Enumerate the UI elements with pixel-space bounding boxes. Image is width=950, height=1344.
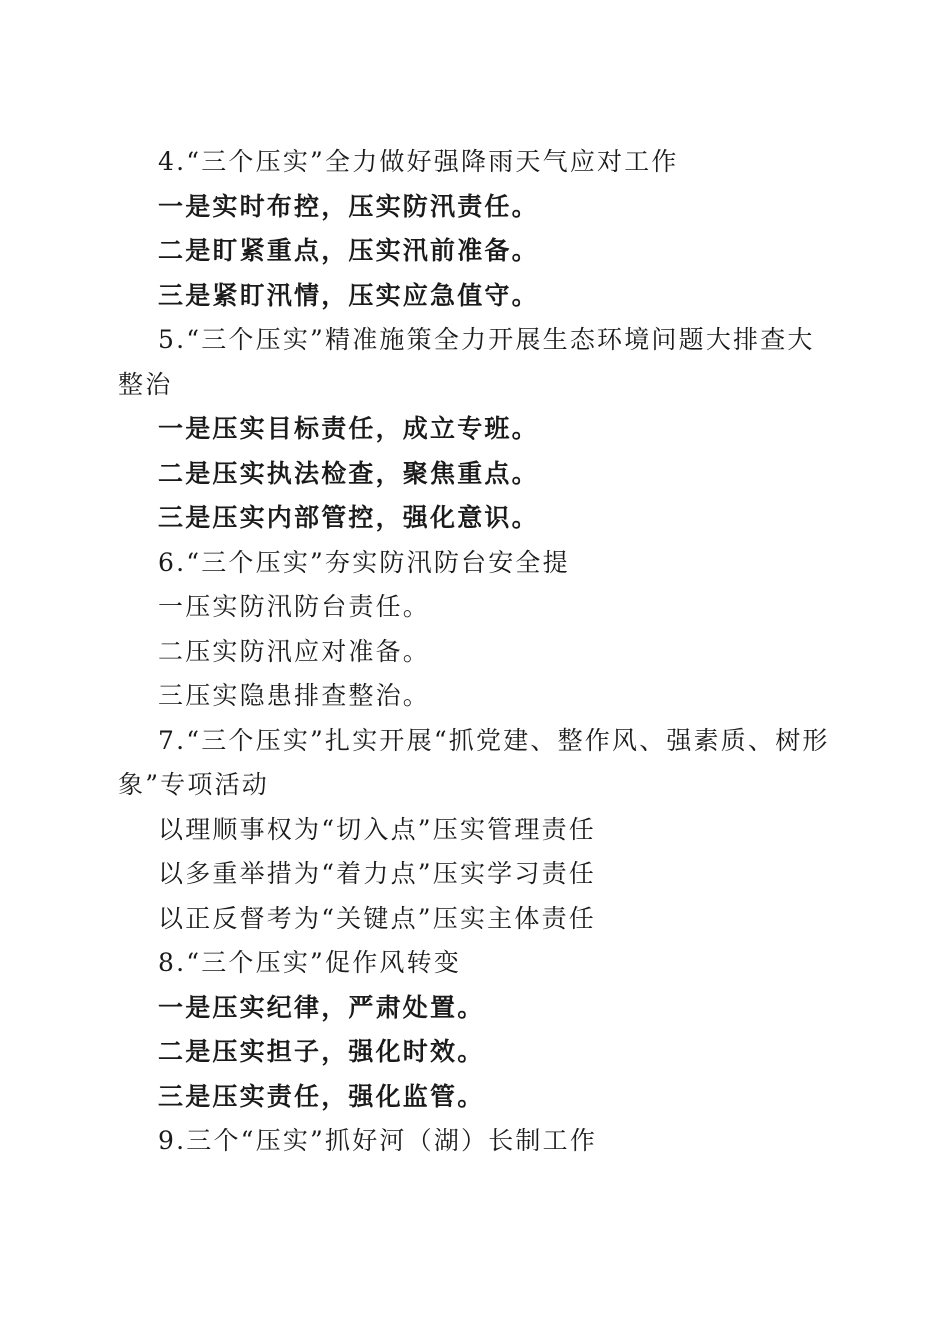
heading-item-4: 4.“三个压实”全力做好强降雨天气应对工作 — [158, 147, 679, 176]
sub-item: 以理顺事权为“切入点”压实管理责任 — [158, 814, 596, 844]
sub-item: 一是压实纪律，严肃处置。 — [158, 992, 485, 1022]
heading-item-9: 9.三个“压实”抓好河（湖）长制工作 — [158, 1126, 598, 1155]
heading-item-5: 5.“三个压实”精准施策全力开展生态环境问题大排查大整治 — [118, 325, 815, 399]
heading-item-7: 7.“三个压实”扎实开展“抓党建、整作风、强素质、树形象”专项活动 — [118, 725, 830, 799]
sub-item: 三是压实责任，强化监管。 — [158, 1081, 485, 1111]
heading-item-6: 6.“三个压实”夯实防汛防台安全提 — [158, 547, 570, 577]
sub-item: 二压实防汛应对准备。 — [158, 636, 431, 666]
heading-item-8: 8.“三个压实”促作风转变 — [158, 948, 462, 977]
sub-item: 二是盯紧重点，压实汛前准备。 — [158, 236, 539, 265]
sub-item: 一是压实目标责任，成立专班。 — [158, 414, 539, 443]
sub-item: 三压实隐患排查整治。 — [158, 681, 431, 710]
sub-item: 二是压实执法检查，聚焦重点。 — [158, 458, 539, 488]
sub-item: 以多重举措为“着力点”压实学习责任 — [158, 859, 596, 888]
sub-item: 二是压实担子，强化时效。 — [158, 1037, 485, 1066]
sub-item: 一是实时布控，压实防汛责任。 — [158, 191, 539, 221]
sub-item: 三是压实内部管控，强化意识。 — [158, 503, 539, 532]
sub-item: 以正反督考为“关键点”压实主体责任 — [158, 903, 596, 933]
sub-item: 三是紧盯汛情，压实应急值守。 — [158, 280, 539, 310]
document-body — [118, 140, 830, 1164]
sub-item: 一压实防汛防台责任。 — [158, 592, 431, 621]
